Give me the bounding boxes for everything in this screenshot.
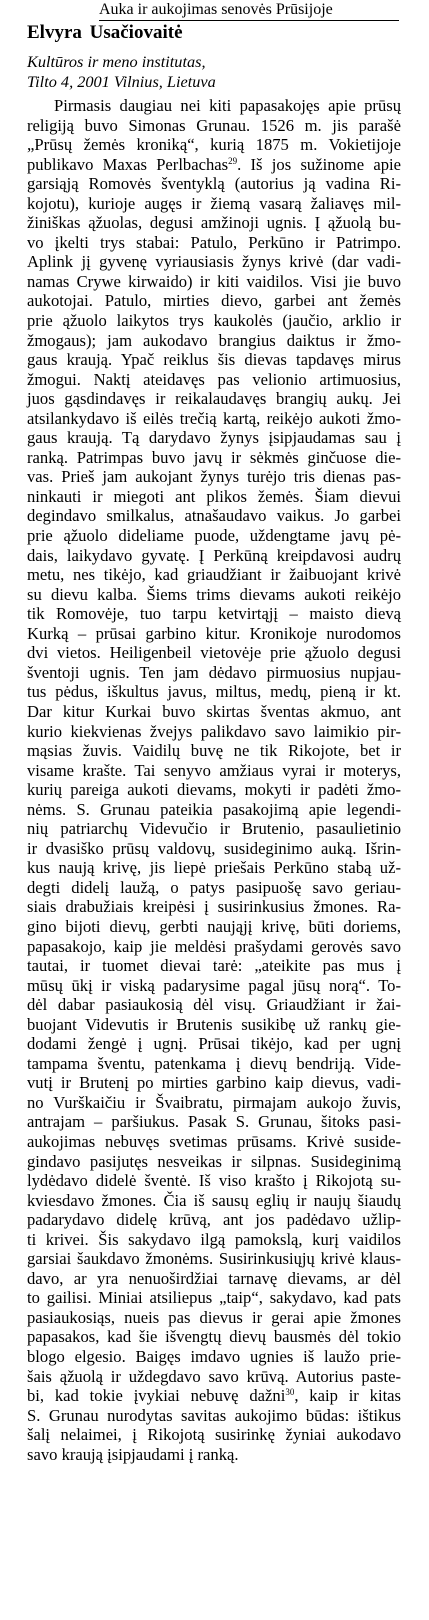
body-line: kurio kiekvienas žvejys palikdavo savo laimikio pir- — [27, 721, 401, 741]
body-line: prie ąžuolo dideliame puode, uždengtame javų pė- — [27, 526, 401, 546]
body-line: šventoji ugnis. Ten jam dėdavo pirmuosius nupjau- — [27, 662, 401, 682]
body-line: gindavo pasijutęs nesveikas ir silpnas. Susideginimą — [27, 1151, 401, 1171]
body-line: prie ąžuolo laikytos trys kaukolės (jaučio, arklio ir — [27, 311, 401, 331]
body-line: dvi vietos. Heiligenbeil vietovėje prie ąžuolo degusi — [27, 643, 401, 663]
body-line: no Vurškaičiu ir Švaibratu, pirmajam aukojo žuvis, — [27, 1092, 401, 1112]
body-text: , kaip ir kitas — [294, 1386, 402, 1406]
article-body — [27, 96, 401, 1464]
body-line: Pirmasis daugiau nei kiti papasakojęs apie prūsų — [54, 96, 401, 115]
body-line: aukojimas nebuvęs svetimas prūsams. Krivė suside- — [27, 1131, 401, 1151]
running-title: Auka ir aukojimas senovės Prūsijoje — [99, 1, 333, 18]
body-line: kurių pareiga aukoti dievams, mokyti ir padėti žmo- — [27, 780, 401, 800]
body-line: visame krašte. Tai senyvo amžiaus vyrai ir moterys, — [27, 760, 401, 780]
running-header — [99, 1, 399, 21]
body-line: „Prūsų žemės kroniką“, kurią 1875 m. Vokietijoje — [27, 135, 401, 155]
body-line: pasiaukosiąs, nueis pas dievus ir gerai apie žmones — [27, 1307, 401, 1327]
affiliation-line: Tilto 4, 2001 Vilnius, Lietuva — [27, 72, 216, 91]
body-line: to gailisi. Miniai atsiliepus „taip“, sakydavo, kad pats — [27, 1288, 401, 1308]
footnote-ref[interactable]: 30 — [285, 1387, 295, 1398]
body-text: bi, kad tokie įvykiai nebuvę dažni — [27, 1386, 286, 1406]
affiliation-line: Kultūros ir meno institutas, — [27, 52, 206, 71]
body-line: žiniškas ąžuolas, degusi amžinoji ugnis. Į ąžuolą bu- — [27, 213, 401, 233]
author-name: Elvyra Usačiovaitė — [27, 22, 183, 43]
body-line: namas Crywe kirwaido) ir kiti vaidilos. Visi jie buvo — [27, 271, 401, 291]
body-line: vas. Prieš jam aukojant žynys turėjo tris dienas pas- — [27, 467, 401, 487]
body-line: kviesdavo žmones. Čia iš sausų eglių ir naujų šiaudų — [27, 1190, 401, 1210]
body-line: gaus kraują. Tą darydavo žynys įsipjaudamas sau į — [27, 428, 401, 448]
body-line: davo, ar yra nenuoširdžiai tarnavę dievams, ar dėl — [27, 1268, 401, 1288]
body-line: tik Romovėje, tuo tarpu ketvirtąjį – maisto dievą — [27, 604, 401, 624]
body-line: žmogaus); jam aukodavo brangius daiktus ir žmo- — [27, 330, 401, 350]
body-line: su dievu kalba. Šiems trims dievams aukoti reikėjo — [27, 584, 401, 604]
body-line: savo kraują įsipjaudami į ranką. — [27, 1444, 239, 1464]
body-line: nių patriarchų Videvučio ir Brutenio, pasaulietinio — [27, 819, 401, 839]
body-line — [27, 1386, 401, 1406]
footnote-ref[interactable]: 29 — [228, 155, 238, 166]
body-line: Kurką – prūsai garbino kitur. Kronikoje nurodomos — [27, 623, 401, 643]
body-line: vo įkelti trys stabai: Patulo, Perkūno ir Patrimpo. — [27, 232, 401, 252]
body-line: nėms. S. Grunau pateikia pasakojimą apie legendi- — [27, 799, 401, 819]
body-line: buojant Videvutis ir Brutenis susikibę už rankų gie- — [27, 1014, 401, 1034]
body-line: žmogui. Naktį ateidavęs pas velionio artimuosius, — [27, 369, 401, 389]
body-line: aukotojai. Patulo, mirties dievo, garbei ant žemės — [27, 291, 401, 311]
body-line: tus pėdus, iškultus javus, miltus, medų, pieną ir kt. — [27, 682, 401, 702]
body-text: . Iš jos sužinome apie — [237, 154, 401, 174]
body-line: metu, nes tikėjo, kad griaudžiant ir žaibuojant krivė — [27, 565, 401, 585]
body-line: gaus kraują. Ypač reiklus šis dievas tapdavęs mirus — [27, 350, 401, 370]
body-line: atsilankydavo iš eilės trečią kartą, reikėjo aukoti žmo- — [27, 408, 401, 428]
body-line: gino bijoti dievų, gerbti naująjį krivę, būti doriems, — [27, 916, 401, 936]
body-line: ranką. Patrimpas buvo javų ir sėkmės ginčuose die- — [27, 447, 401, 467]
body-line: papasakojo, kaip jie meldėsi prašydami gerovės savo — [27, 936, 401, 956]
body-line: vutį ir Brutenį po mirties garbino kaip dievus, vadi- — [27, 1073, 401, 1093]
body-line: šalį nelaimei, į Rikojotą susirinkę žyniai aukodavo — [27, 1425, 401, 1445]
body-line: garsiai šaukdavo žmonėms. Susirinkusiųjų krivė klaus- — [27, 1249, 401, 1269]
body-line: garsiąją Romovės šventyklą (autorius ją vadina Ri- — [27, 174, 401, 194]
body-line: siais drabužiais kreipėsi į susirinkusius žmones. Ra- — [27, 897, 401, 917]
body-line: tampama šventu, patenkama į dievų bendriją. Vide- — [27, 1053, 401, 1073]
body-line: lydėdavo didelė šventė. Iš viso krašto į Rikojotą su- — [27, 1171, 401, 1191]
body-line: Aplink jį gyvenę vyriausiasis žynys krivė (dar vadi- — [27, 252, 401, 272]
body-line: kus naują krivę, jis liepė priešais Perkūno stabą už- — [27, 858, 401, 878]
body-line: mąsias žuvis. Vaidilų buvę ne tik Rikojote, bet ir — [27, 741, 401, 761]
body-line: ninkauti ir miegoti ant plikos žemės. Šiam dievui — [27, 486, 401, 506]
body-line: šais ąžuolą ir uždegdavo savo krūvą. Autorius paste- — [27, 1366, 401, 1386]
body-line: kojotu), kurioje augęs ir žiemą vasarą žaliavęs mil- — [27, 193, 401, 213]
body-line: religiją buvo Simonas Grunau. 1526 m. jis parašė — [27, 115, 401, 135]
body-line: padarydavo didelę krūvą, ant jos padėdavo užlip- — [27, 1210, 401, 1230]
author-affiliation — [27, 52, 216, 92]
body-line: dėl dabar pasiaukosią dėl visų. Griaudžiant ir žai- — [27, 995, 401, 1015]
body-line: mūsų ūkį ir viską padarysime pagal jūsų norą“. To- — [27, 975, 401, 995]
body-line: degti didelį laužą, o patys pasipuošę savo geriau- — [27, 877, 401, 897]
body-line: dodami žengė į ugnį. Prūsai tikėjo, kad per ugnį — [27, 1034, 401, 1054]
body-line: dais, laikydavo gyvatę. Į Perkūną kreipdavosi audrų — [27, 545, 401, 565]
body-line: papasakos, kad šie išvengtų dievų bausmės dėl tokio — [27, 1327, 401, 1347]
body-line: juos gąsdindavęs ir reikalaudavęs brangių aukų. Jei — [27, 389, 401, 409]
body-line: Dar kitur Kurkai buvo skirtas šventas akmuo, ant — [27, 701, 401, 721]
body-line: degindavo smilkalus, atnašaudavo vaikus. Jo garbei — [27, 506, 401, 526]
body-line: antrajam – paršiukus. Pasak S. Grunau, šitoks pasi- — [27, 1112, 401, 1132]
body-line: tautai, ir tuomet dievai tarė: „ateikite pas mus į — [27, 956, 401, 976]
body-line: blogo elgesio. Baigęs imdavo ugnies iš laužo prie- — [27, 1347, 401, 1366]
body-line: ti krivei. Šis sakydavo ilgą pamokslą, kurį vaidilos — [27, 1229, 401, 1249]
body-line — [27, 155, 401, 175]
body-text: publikavo Maxas Perlbachas — [27, 154, 229, 174]
body-line: S. Grunau nurodytas savitas aukojimo būdas: ištikus — [27, 1405, 401, 1425]
body-line: ir dvasiško prūsų valdovų, susideginimo auką. Išrin- — [27, 838, 401, 858]
